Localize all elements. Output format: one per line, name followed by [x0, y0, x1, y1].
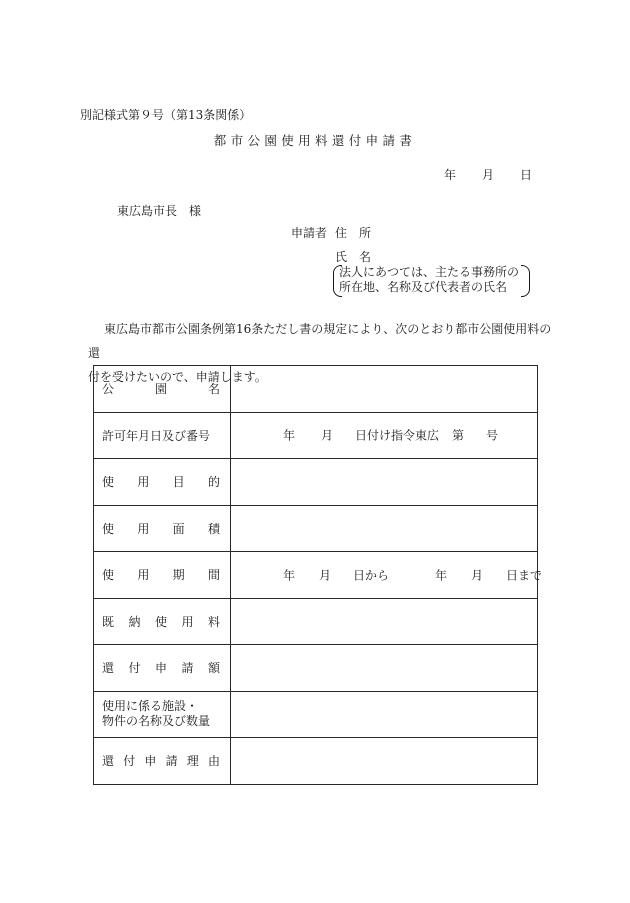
name-label: 氏 名 — [335, 250, 372, 264]
refund-form-table — [93, 365, 543, 785]
date-line — [444, 166, 532, 183]
table-row — [94, 691, 538, 738]
permit-field[interactable]: 年 月 日付け指令東広 第 号 — [231, 412, 538, 459]
area-label: 使 用 面 積 — [94, 505, 231, 552]
table-row — [94, 412, 538, 459]
period-label: 使 用 期 間 — [94, 552, 231, 599]
body-line2: 付を受けたいので、申請します。 — [88, 370, 267, 384]
table-row — [94, 645, 538, 692]
corp-note-line2: 所在地、名称及び代表者の氏名 — [339, 280, 508, 294]
permit-label: 許可年月日及び番号 — [94, 412, 231, 459]
address-label: 住 所 — [335, 226, 372, 240]
right-paren — [521, 265, 530, 297]
reason-label: 還 付 申 請 理 由 — [94, 738, 231, 785]
refund-amount-field[interactable] — [231, 645, 538, 692]
table-row — [94, 366, 538, 413]
addressee: 東広島市長 様 — [117, 204, 202, 218]
table-row — [94, 552, 538, 599]
paid-fee-label: 既 納 使 用 料 — [94, 598, 231, 645]
area-field[interactable] — [231, 505, 538, 552]
table-row — [94, 459, 538, 506]
document-title: 都市公園使用料還付申請書 — [213, 133, 417, 148]
park-name-label: 公 園 名 — [94, 366, 231, 413]
date-day-label: 日 — [520, 168, 533, 182]
facility-field[interactable] — [231, 691, 538, 738]
purpose-field[interactable] — [231, 459, 538, 506]
applicant-label: 申請者 — [291, 226, 328, 240]
body-line1: 東広島市都市公園条例第16条ただし書の規定により、次のとおり都市公園使用料の還 — [88, 322, 552, 360]
date-month-label: 月 — [482, 168, 495, 182]
table-row — [94, 505, 538, 552]
paid-fee-field[interactable] — [231, 598, 538, 645]
purpose-label: 使 用 目 的 — [94, 459, 231, 506]
corp-note-line1: 法人にあつては、主たる事務所の — [339, 265, 520, 279]
park-name-field[interactable] — [231, 366, 538, 413]
table-row — [94, 598, 538, 645]
reason-field[interactable] — [231, 738, 538, 785]
date-year-label: 年 — [444, 168, 457, 182]
form-reference: 別記様式第９号（第13条関係） — [80, 108, 252, 122]
table-row — [94, 738, 538, 785]
facility-label: 使用に係る施設・ 物件の名称及び数量 — [94, 691, 231, 738]
period-field[interactable]: 年 月 日から 年 月 日まで — [231, 552, 538, 599]
refund-amount-label: 還 付 申 請 額 — [94, 645, 231, 692]
